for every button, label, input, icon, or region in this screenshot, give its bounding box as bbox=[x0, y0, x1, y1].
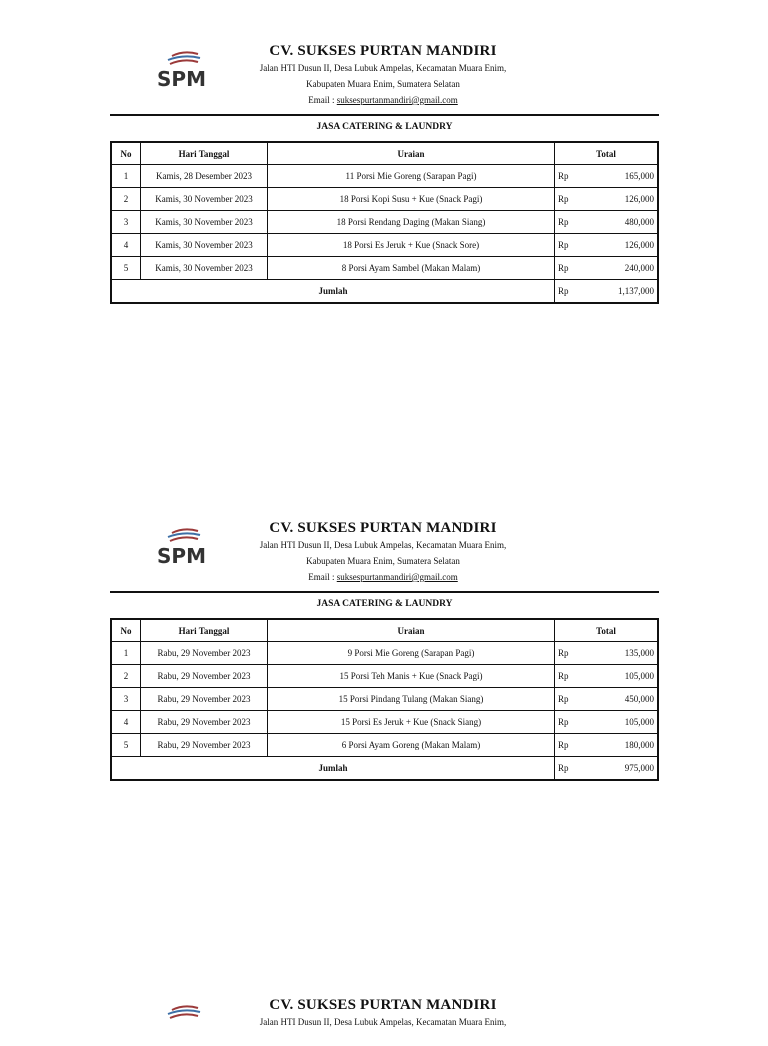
document-title: JASA CATERING & LAUNDRY bbox=[316, 122, 453, 132]
col-no-header: No bbox=[111, 619, 141, 642]
company-name: CV. SUKSES PURTAN MANDIRI bbox=[269, 997, 497, 1013]
table-row bbox=[111, 234, 658, 257]
row-amount: 126,000 bbox=[579, 188, 658, 211]
row-currency: Rp bbox=[555, 665, 580, 688]
address-line-1: Jalan HTI Dusun II, Desa Lubuk Ampelas, Kecamatan Muara Enim, bbox=[259, 540, 507, 550]
col-total-header: Total bbox=[555, 619, 659, 642]
row-date: Rabu, 29 November 2023 bbox=[141, 642, 268, 665]
row-no: 5 bbox=[111, 257, 141, 280]
row-desc: 9 Porsi Mie Goreng (Sarapan Pagi) bbox=[268, 642, 555, 665]
row-no: 3 bbox=[111, 211, 141, 234]
row-desc: 18 Porsi Rendang Daging (Makan Siang) bbox=[268, 211, 555, 234]
invoice-table bbox=[110, 618, 659, 781]
email-link[interactable]: suksespurtanmandiri@gmail.com bbox=[336, 95, 458, 105]
email-label: Email : bbox=[308, 572, 337, 582]
row-amount: 105,000 bbox=[579, 711, 658, 734]
table-row bbox=[111, 665, 658, 688]
invoice-table bbox=[110, 141, 659, 304]
total-currency: Rp bbox=[555, 757, 580, 781]
row-amount: 165,000 bbox=[579, 165, 658, 188]
row-desc: 11 Porsi Mie Goreng (Sarapan Pagi) bbox=[268, 165, 555, 188]
row-currency: Rp bbox=[555, 711, 580, 734]
table-row bbox=[111, 257, 658, 280]
row-date: Kamis, 28 Desember 2023 bbox=[141, 165, 268, 188]
row-currency: Rp bbox=[555, 257, 580, 280]
total-currency: Rp bbox=[555, 280, 580, 304]
address-line-2: Kabupaten Muara Enim, Sumatera Selatan bbox=[306, 556, 460, 566]
table-row bbox=[111, 711, 658, 734]
table-row bbox=[111, 188, 658, 211]
address-line-2: Kabupaten Muara Enim, Sumatera Selatan bbox=[306, 79, 460, 89]
table-row bbox=[111, 734, 658, 757]
row-desc: 18 Porsi Es Jeruk + Kue (Snack Sore) bbox=[268, 234, 555, 257]
row-currency: Rp bbox=[555, 734, 580, 757]
svg-text:SPM: SPM bbox=[157, 67, 206, 91]
row-amount: 126,000 bbox=[579, 234, 658, 257]
row-no: 4 bbox=[111, 711, 141, 734]
table-row bbox=[111, 211, 658, 234]
row-date: Rabu, 29 November 2023 bbox=[141, 665, 268, 688]
table-header-row bbox=[111, 619, 658, 642]
row-desc: 6 Porsi Ayam Goreng (Makan Malam) bbox=[268, 734, 555, 757]
row-currency: Rp bbox=[555, 688, 580, 711]
col-total-header: Total bbox=[555, 142, 659, 165]
company-name: CV. SUKSES PURTAN MANDIRI bbox=[269, 520, 497, 536]
table-row bbox=[111, 642, 658, 665]
row-amount: 450,000 bbox=[579, 688, 658, 711]
total-label: Jumlah bbox=[111, 757, 555, 781]
row-no: 2 bbox=[111, 188, 141, 211]
table-total-row bbox=[111, 757, 658, 781]
row-amount: 480,000 bbox=[579, 211, 658, 234]
row-date: Rabu, 29 November 2023 bbox=[141, 734, 268, 757]
email-link[interactable]: suksespurtanmandiri@gmail.com bbox=[336, 572, 458, 582]
col-desc-header: Uraian bbox=[268, 142, 555, 165]
email-line bbox=[180, 94, 586, 106]
col-desc-header: Uraian bbox=[268, 619, 555, 642]
table-row bbox=[111, 688, 658, 711]
row-currency: Rp bbox=[555, 188, 580, 211]
total-label: Jumlah bbox=[111, 280, 555, 304]
row-date: Rabu, 29 November 2023 bbox=[141, 688, 268, 711]
row-desc: 15 Porsi Pindang Tulang (Makan Siang) bbox=[268, 688, 555, 711]
row-currency: Rp bbox=[555, 642, 580, 665]
col-no-header: No bbox=[111, 142, 141, 165]
document-title: JASA CATERING & LAUNDRY bbox=[316, 599, 453, 609]
table-header-row bbox=[111, 142, 658, 165]
row-date: Kamis, 30 November 2023 bbox=[141, 188, 268, 211]
address-line-1: Jalan HTI Dusun II, Desa Lubuk Ampelas, Kecamatan Muara Enim, bbox=[259, 63, 507, 73]
row-date: Kamis, 30 November 2023 bbox=[141, 211, 268, 234]
email-line bbox=[180, 571, 586, 583]
row-no: 3 bbox=[111, 688, 141, 711]
row-currency: Rp bbox=[555, 211, 580, 234]
row-date: Kamis, 30 November 2023 bbox=[141, 257, 268, 280]
svg-text:SPM: SPM bbox=[157, 544, 206, 568]
row-no: 2 bbox=[111, 665, 141, 688]
address-line-1: Jalan HTI Dusun II, Desa Lubuk Ampelas, Kecamatan Muara Enim, bbox=[259, 1017, 507, 1027]
table-total-row bbox=[111, 280, 658, 304]
table-row bbox=[111, 165, 658, 188]
row-amount: 105,000 bbox=[579, 665, 658, 688]
header-divider bbox=[110, 591, 659, 593]
row-no: 4 bbox=[111, 234, 141, 257]
row-no: 5 bbox=[111, 734, 141, 757]
row-date: Rabu, 29 November 2023 bbox=[141, 711, 268, 734]
row-currency: Rp bbox=[555, 165, 580, 188]
header-divider bbox=[110, 114, 659, 116]
row-no: 1 bbox=[111, 165, 141, 188]
row-desc: 15 Porsi Es Jeruk + Kue (Snack Siang) bbox=[268, 711, 555, 734]
row-amount: 180,000 bbox=[579, 734, 658, 757]
total-amount: 1,137,000 bbox=[579, 280, 658, 304]
email-label: Email : bbox=[308, 95, 337, 105]
row-desc: 18 Porsi Kopi Susu + Kue (Snack Pagi) bbox=[268, 188, 555, 211]
row-desc: 8 Porsi Ayam Sambel (Makan Malam) bbox=[268, 257, 555, 280]
row-amount: 240,000 bbox=[579, 257, 658, 280]
col-date-header: Hari Tanggal bbox=[141, 142, 268, 165]
row-desc: 15 Porsi Teh Manis + Kue (Snack Pagi) bbox=[268, 665, 555, 688]
row-no: 1 bbox=[111, 642, 141, 665]
col-date-header: Hari Tanggal bbox=[141, 619, 268, 642]
row-currency: Rp bbox=[555, 234, 580, 257]
total-amount: 975,000 bbox=[579, 757, 658, 781]
company-name: CV. SUKSES PURTAN MANDIRI bbox=[269, 43, 497, 59]
row-date: Kamis, 30 November 2023 bbox=[141, 234, 268, 257]
row-amount: 135,000 bbox=[579, 642, 658, 665]
